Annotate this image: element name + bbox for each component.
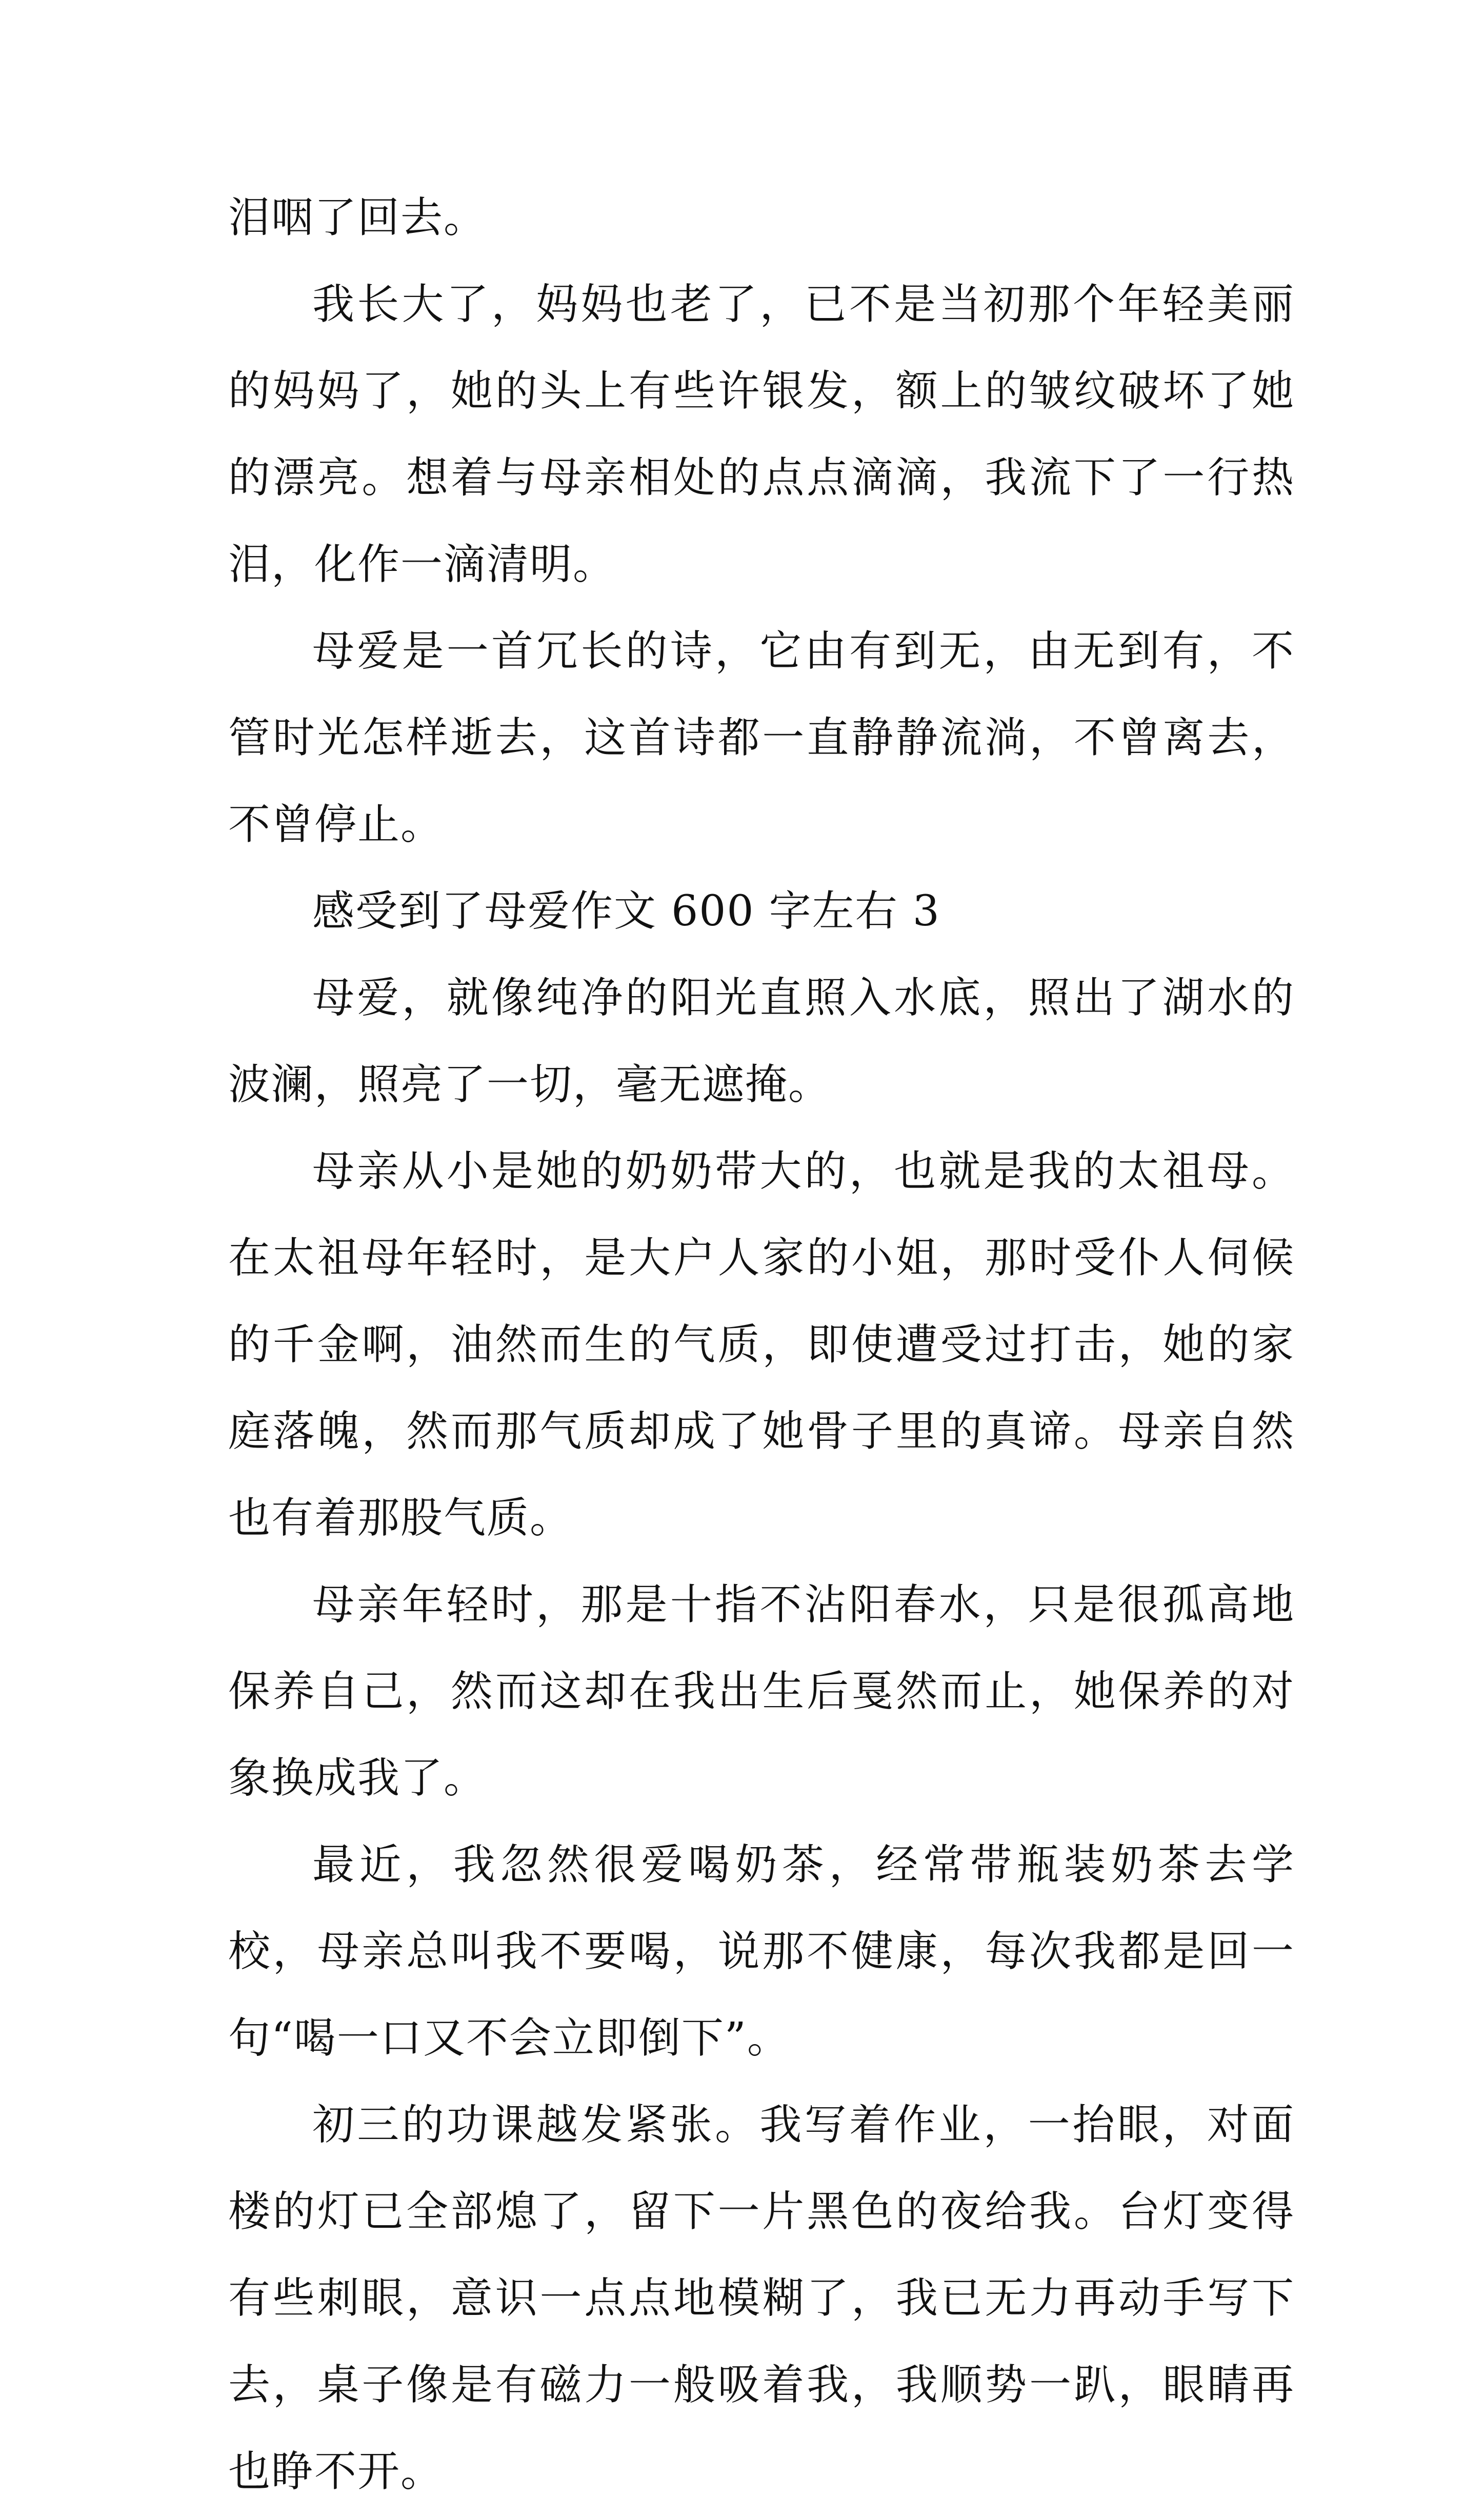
paragraph-8: 初三的功课越发紧张。我写着作业，一抬眼，对面楼的灯已全部熄了，留下一片黑色的夜给我。台灯变得有些刺眼，意识一点点地模糊了，我已无力再动手写下去，桌子像是有磁力一般吸着我，我顺势一趴，眼睛再也睁不开。 bbox=[228, 2101, 1295, 2496]
paragraph-4: 母爱，就像纯净的阳光直照入水底，照出了湖水的波澜，照亮了一切，毫无遮掩。 bbox=[228, 974, 1295, 1109]
paragraph-3: 母爱是一首冗长的诗，它由有到无，由无到有，不管时光怎样逝去，这首诗都一直静静流淌，不曾离去，不曾停止。 bbox=[228, 627, 1295, 849]
section-heading: 感受到了母爱作文 600 字左右 3 bbox=[312, 887, 940, 936]
paragraph-7: 最近，我忽然很爱喝奶茶，经常带瓶装奶茶去学校，母亲总叫我不要喝，说那不健康，每次我都是回一句“喝一口又不会立即倒下”。 bbox=[228, 1840, 1295, 2063]
paragraph-1: 泪咽了回去。 bbox=[228, 193, 487, 242]
paragraph-5: 母亲从小是她的奶奶带大的，也就是我的太祖母。在太祖母年轻时，是大户人家的小姐，那时受仆人伺候的千金啊，油然而生的气质，即使遭受过打击，她的家庭落魄，然而那气质却成了她骨子里的真谛。母亲自然也有着那股气质。 bbox=[228, 1147, 1295, 1542]
paragraph-6: 母亲年轻时，那是十指不沾阳春水，只是很孤高地保养自己，然而这却在我出生后戛然而止，她保养的对象换成我了。 bbox=[228, 1580, 1295, 1803]
paragraph-2: 我长大了，妈妈也老了，已不是当初那个年轻美丽的妈妈了，她的头上有些许银发，额上的皱纹破坏了她的漂亮。想着与母亲相处的点点滴滴，我流下了一行热泪，化作一滴清明。 bbox=[228, 280, 1295, 589]
document-body bbox=[228, 174, 1295, 2515]
